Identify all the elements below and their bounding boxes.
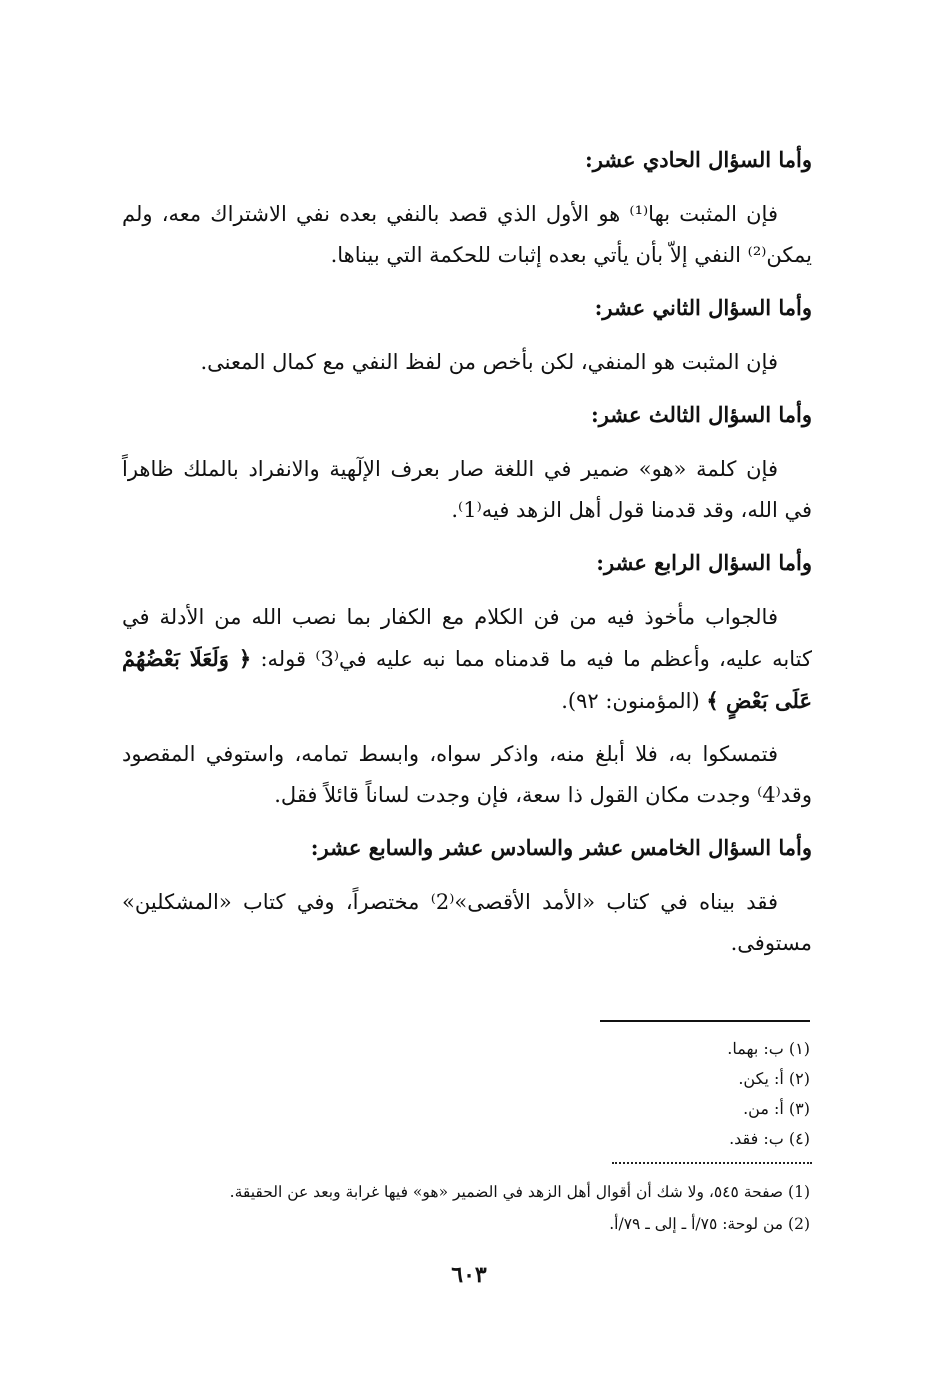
footnotes-editor bbox=[120, 1176, 810, 1240]
footnotes-variants bbox=[310, 1034, 810, 1154]
section-body-11: فإن المثبت بها⁽¹⁾ هو الأول الذي قصد بالنفي بعده نفي الاشتراك معه، ولم يمكن⁽²⁾ النفي إلاّ بأن يأتي بعده إثبات للحكمة التي بيناها. bbox=[122, 202, 812, 267]
section-heading-15-17: وأما السؤال الخامس عشر والسادس عشر والسابع عشر: bbox=[310, 835, 812, 860]
footnote-dotted-divider bbox=[612, 1162, 812, 1164]
footnote-editor: (1) صفحة ٥٤٥، ولا شك أن أقوال أهل الزهد في الضمير «هو» فيها غرابة وبعد عن الحقيقة. bbox=[229, 1183, 810, 1201]
footnote-variant: (٣) أ: من. bbox=[743, 1099, 810, 1118]
section-heading-14: وأما السؤال الرابع عشر: bbox=[596, 550, 812, 575]
section-body-12: فإن المثبت هو المنفي، لكن بأخص من لفظ النفي مع كمال المعنى. bbox=[200, 350, 778, 374]
footnote-variant: (١) ب: بهما. bbox=[727, 1039, 810, 1058]
main-text bbox=[122, 140, 812, 976]
section-heading-11: وأما السؤال الحادي عشر: bbox=[584, 147, 812, 172]
section-body-14a bbox=[122, 597, 812, 722]
verse-reference: (المؤمنون: ٩٢). bbox=[561, 689, 707, 713]
section-heading-13: وأما السؤال الثالث عشر: bbox=[590, 402, 812, 427]
section-body-14b: فتمسكوا به، فلا أبلغ منه، واذكر سواه، وابسط تمامه، واستوفي المقصود وقد⁽4⁾ وجدت مكان القول ذا سعة، فإن وجدت لساناً قائلاً فقل. bbox=[122, 742, 812, 807]
footnote-variant: (٢) أ: يكن. bbox=[738, 1069, 810, 1088]
section-body-13: فإن كلمة «هو» ضمير في اللغة صار بعرف الإلٓهية والانفراد بالملك ظاهراً في الله، وقد قدمنا قول أهل الزهد فيه⁽1⁾. bbox=[122, 457, 812, 522]
footnote-editor: (2) من لوحة: ٧٥/أ ـ إلى ـ ٧٩/أ. bbox=[609, 1215, 810, 1233]
section-heading-12: وأما السؤال الثاني عشر: bbox=[594, 295, 812, 320]
footnote-divider bbox=[600, 1020, 810, 1022]
answer14-text: فالجواب مأخوذ فيه من فن الكلام مع الكفار بما نصب الله من الأدلة في كتابه عليه، وأعظم ما فيه ما قدمناه مما نبه عليه في⁽3⁾ قوله: bbox=[122, 605, 812, 671]
footnote-variant: (٤) ب: فقد. bbox=[729, 1129, 810, 1148]
quran-verse: ﴿ وَلَعَلَا بَعْضُهُمْ عَلَى بَعْضٍ ﴾ bbox=[122, 646, 812, 713]
section-body-15-17: فقد بيناه في كتاب «الأمد الأقصى»⁽2⁾ مختصراً، وفي كتاب «المشكلين» مستوفى. bbox=[122, 890, 812, 955]
page-number: ٦٠٣ bbox=[451, 1262, 487, 1288]
